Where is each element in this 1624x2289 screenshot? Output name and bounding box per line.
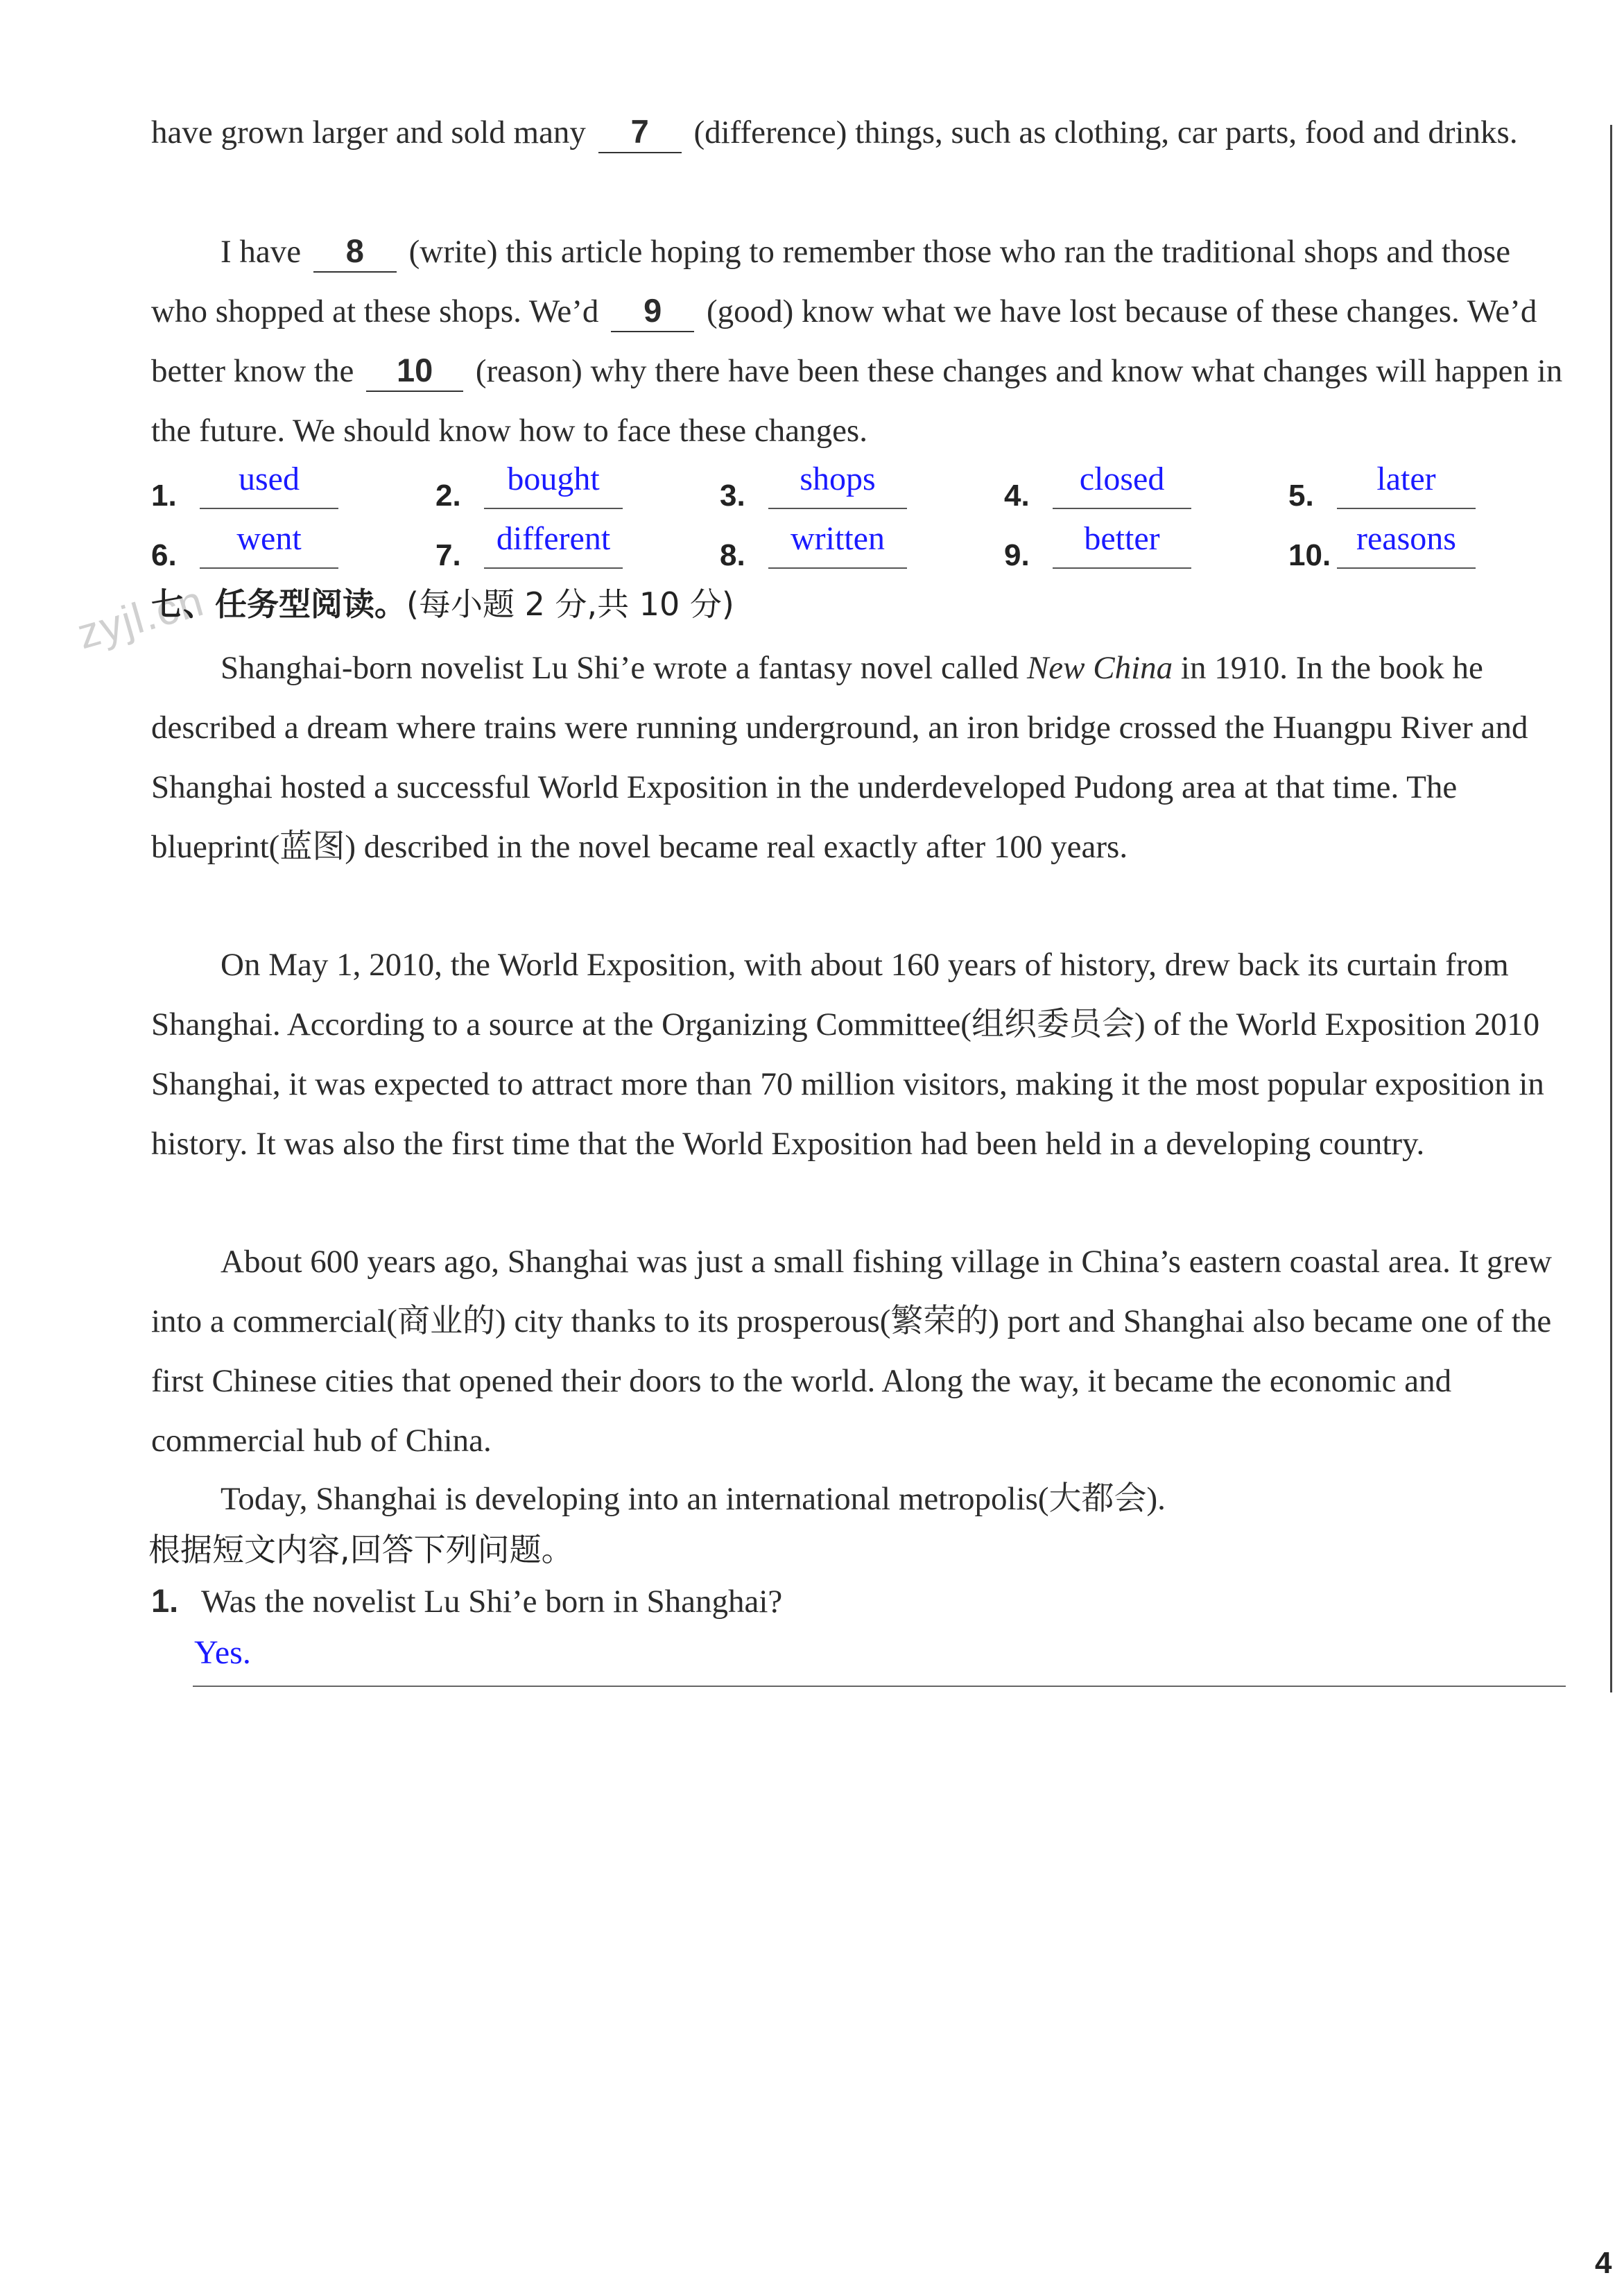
margin-rule — [1610, 125, 1612, 1692]
answer-value: later — [1337, 456, 1476, 509]
answer-row-1 — [151, 458, 1587, 513]
page-number: 4 — [1595, 2246, 1612, 2280]
watermark-logo: zyjl.cn — [72, 576, 210, 659]
blank-9: 9 — [611, 291, 694, 332]
text-segment: have grown larger and sold many — [151, 114, 586, 151]
answer-number: 8. — [720, 538, 745, 572]
answer-number: 4. — [1004, 479, 1030, 513]
section-title — [151, 580, 734, 628]
answer-value: used — [200, 456, 338, 509]
answer-value: went — [200, 516, 338, 569]
question-1 — [151, 1581, 782, 1620]
answer-number: 7. — [435, 538, 461, 572]
answer-number: 6. — [151, 538, 177, 572]
text-segment: (difference) things, such as clothing, car parts, food and drinks. — [693, 114, 1518, 151]
text-segment: I have — [221, 234, 302, 270]
text-segment: Shanghai-born novelist Lu Shi’e wrote a fantasy novel called — [221, 650, 1019, 686]
answer-value: better — [1053, 516, 1191, 569]
text-segment: in 1910. In the book he described a dream where trains were running underground, an iron bridge crossed the Huangpu River and Shanghai hosted a successful World Exposition in the underdeveloped Pudong area at that time. The blueprint(蓝图) described in the novel became real exactly after 100 years. — [151, 650, 1528, 865]
question-text: Was the novelist Lu Shi’e born in Shanghai? — [201, 1584, 783, 1620]
blank-7: 7 — [598, 112, 682, 153]
answer-value: bought — [484, 456, 623, 509]
paragraph-continuation — [151, 103, 1574, 162]
answer-number: 3. — [720, 479, 745, 513]
answer-number: 9. — [1004, 538, 1030, 572]
text-segment: (good) know what we have lost because of these changes. We’d better know the — [151, 293, 1537, 389]
answer-line — [193, 1686, 1566, 1687]
answer-number: 1. — [151, 479, 177, 513]
answer-row-2 — [151, 517, 1587, 573]
answer-number: 2. — [435, 479, 461, 513]
section-heading: 七、任务型阅读。 — [151, 585, 406, 623]
answer-value: shops — [768, 456, 907, 509]
passage-paragraph-2: On May 1, 2010, the World Exposition, with about 160 years of history, drew back its curtain from Shanghai. According to a source at the Organizing Committee(组织委员会) of the World Exposition 2010 Shanghai, it was expected to attract more than 70 million visitors, making it the most popular exposition in history. It was also the first time that the World Exposition had been held in a developing country. — [151, 947, 1544, 1162]
answer-number: 5. — [1288, 479, 1314, 513]
blank-10: 10 — [366, 350, 463, 392]
passage-paragraph-4: Today, Shanghai is developing into an international metropolis(大都会). — [221, 1481, 1166, 1517]
answer-number: 10. — [1288, 538, 1331, 572]
question-1-answer: Yes. — [194, 1634, 251, 1671]
text-segment: (reason) why there have been these changes and know what changes will happen in the future. We should know how to face these changes. — [151, 353, 1563, 449]
answer-value: written — [768, 516, 907, 569]
answer-value: different — [484, 516, 623, 569]
section-score: (每小题 2 分,共 10 分) — [406, 585, 734, 623]
answer-value: reasons — [1337, 516, 1476, 569]
passage-paragraph-1 — [151, 638, 1574, 877]
novel-title: New China — [1026, 650, 1173, 686]
passage-paragraph-3: About 600 years ago, Shanghai was just a small fishing village in China’s eastern coastal area. It grew into a commercial(商业的) city thanks to its prosperous(繁荣的) port and Shanghai also became one of the first Chinese cities that opened their doors to the world. Along the way, it became the economic and commercial hub of China. — [151, 1244, 1552, 1459]
question-instruction: 根据短文内容,回答下列问题。 — [148, 1531, 573, 1568]
question-number: 1. — [151, 1582, 179, 1619]
text-segment: (write) this article hoping to remember those who ran the traditional shops and those who shopped at these shops. We’d — [151, 234, 1511, 329]
answer-value: closed — [1053, 456, 1191, 509]
blank-8: 8 — [313, 231, 397, 273]
paragraph-blanks — [151, 222, 1574, 461]
